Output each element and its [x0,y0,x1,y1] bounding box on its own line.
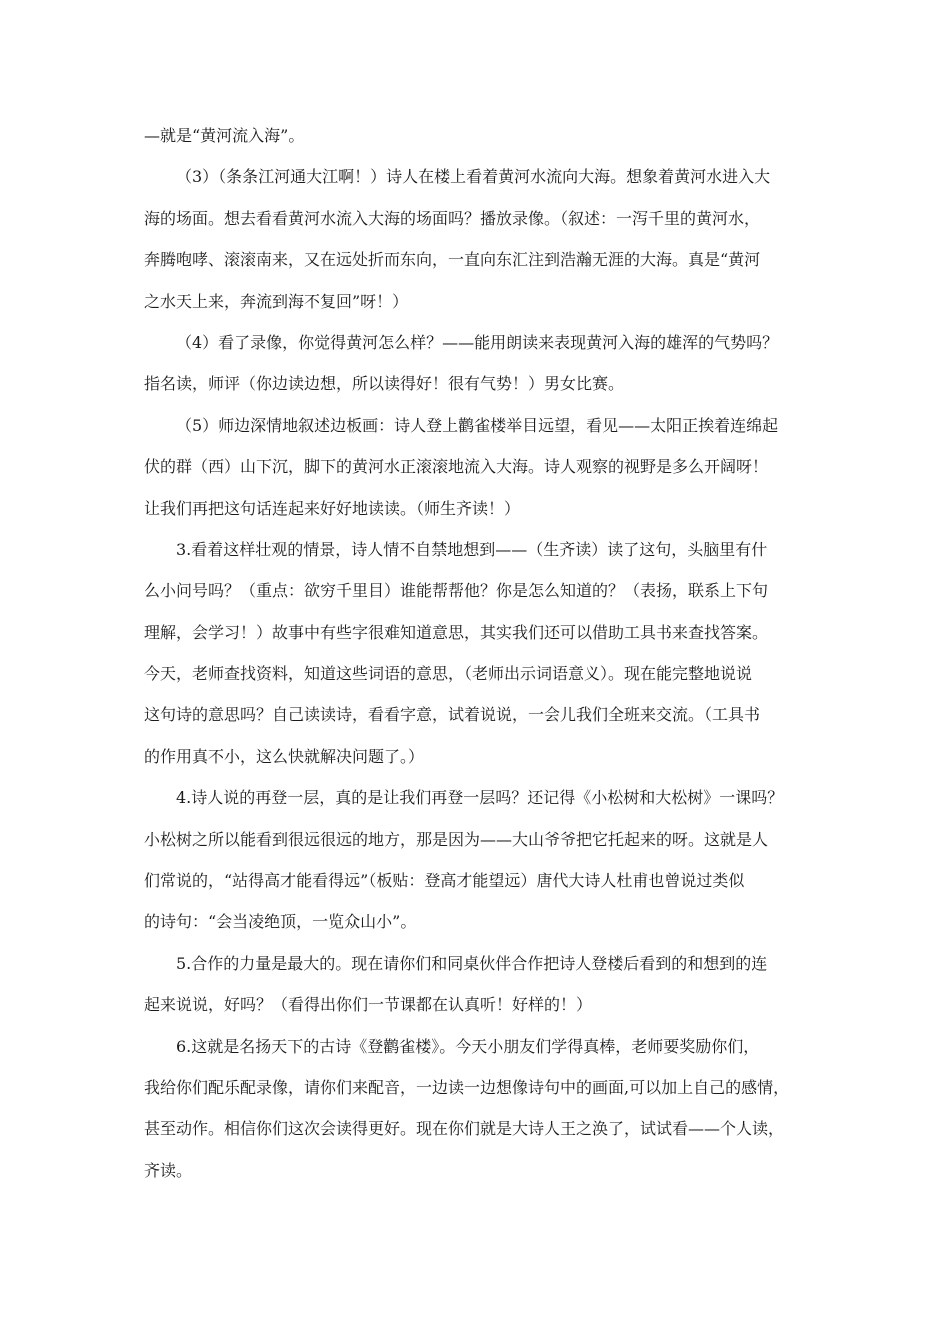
text-line: 指名读，师评（你边读边想，所以读得好！很有气势！）男女比赛。 [144,374,625,394]
text-line: 海的场面。想去看看黄河水流入大海的场面吗？播放录像。（叙述：一泻千里的黄河水， [144,208,761,228]
text-line: 这句诗的意思吗？自己读读诗，看看字意，试着说说，一会儿我们全班来交流。（工具书 [144,705,761,725]
paragraph-first-line: （5）师边深情地叙述边板画：诗人登上鹳雀楼举目远望，看见——太阳正挨着连绵起 [176,415,779,435]
text-line: 的诗句：“会当凌绝顶，一览众山小”。 [144,912,417,932]
text-line: 小松树之所以能看到很远很远的地方，那是因为——大山爷爷把它托起来的呀。这就是人 [144,829,769,849]
text-line: 理解，会学习！）故事中有些字很难知道意思，其实我们还可以借助工具书来查找答案。 [144,622,769,642]
paragraph-first-line: 5.合作的力量是最大的。现在请你们和同桌伙伴合作把诗人登楼后看到的和想到的连 [176,953,768,973]
text-line: 齐读。 [144,1160,193,1180]
paragraph-first-line: 4.诗人说的再登一层，真的是让我们再登一层吗？还记得《小松树和大松树》一课吗？ [176,788,784,808]
text-line: 么小问号吗？（重点：欲穷千里目）谁能帮帮他？你是怎么知道的？（表扬，联系上下句 [144,581,769,601]
text-line: 伏的群（西）山下沉，脚下的黄河水正滚滚地流入大海。诗人观察的视野是多么开阔呀！ [144,457,769,477]
text-line: 的作用真不小，这么快就解决问题了。） [144,746,425,766]
paragraph-first-line: 3.看着这样壮观的情景，诗人情不自禁地想到——（生齐读）读了这句，头脑里有什 [176,539,768,559]
paragraph-first-line: （4）看了录像，你觉得黄河怎么样？——能用朗读来表现黄河入海的雄浑的气势吗？ [176,332,779,352]
paragraph-first-line: （3）（条条江河通大江啊！）诗人在楼上看着黄河水流向大海。想象着黄河水进入大 [176,167,771,187]
text-line: 让我们再把这句话连起来好好地读读。（师生齐读！） [144,498,521,518]
text-line: 起来说说，好吗？（看得出你们一节课都在认真听！好样的！） [144,995,593,1015]
text-line: 今天，老师查找资料，知道这些词语的意思，（老师出示词语意义）。现在能完整地说说 [144,664,753,684]
document-body [144,126,824,1202]
text-line: 甚至动作。相信你们这次会读得更好。现在你们就是大诗人王之涣了，试试看——个人读， [144,1119,785,1139]
paragraph-first-line: 6.这就是名扬天下的古诗《登鹳雀楼》。今天小朋友们学得真棒，老师要奖励你们， [176,1036,760,1056]
text-line: 之水天上来，奔流到海不复回”呀！） [144,291,409,311]
text-line: —就是“黄河流入海”。 [144,126,305,145]
text-line: 们常说的，“站得高才能看得远”（板贴：登高才能望远）唐代大诗人杜甫也曾说过类似 [144,871,745,891]
text-line: 我给你们配乐配录像，请你们来配音，一边读一边想像诗句中的画面,可以加上自己的感情， [144,1077,790,1097]
text-line: 奔腾咆哮、滚滚南来，又在远处折而东向，一直向东汇注到浩瀚无涯的大海。真是“黄河 [144,250,761,270]
